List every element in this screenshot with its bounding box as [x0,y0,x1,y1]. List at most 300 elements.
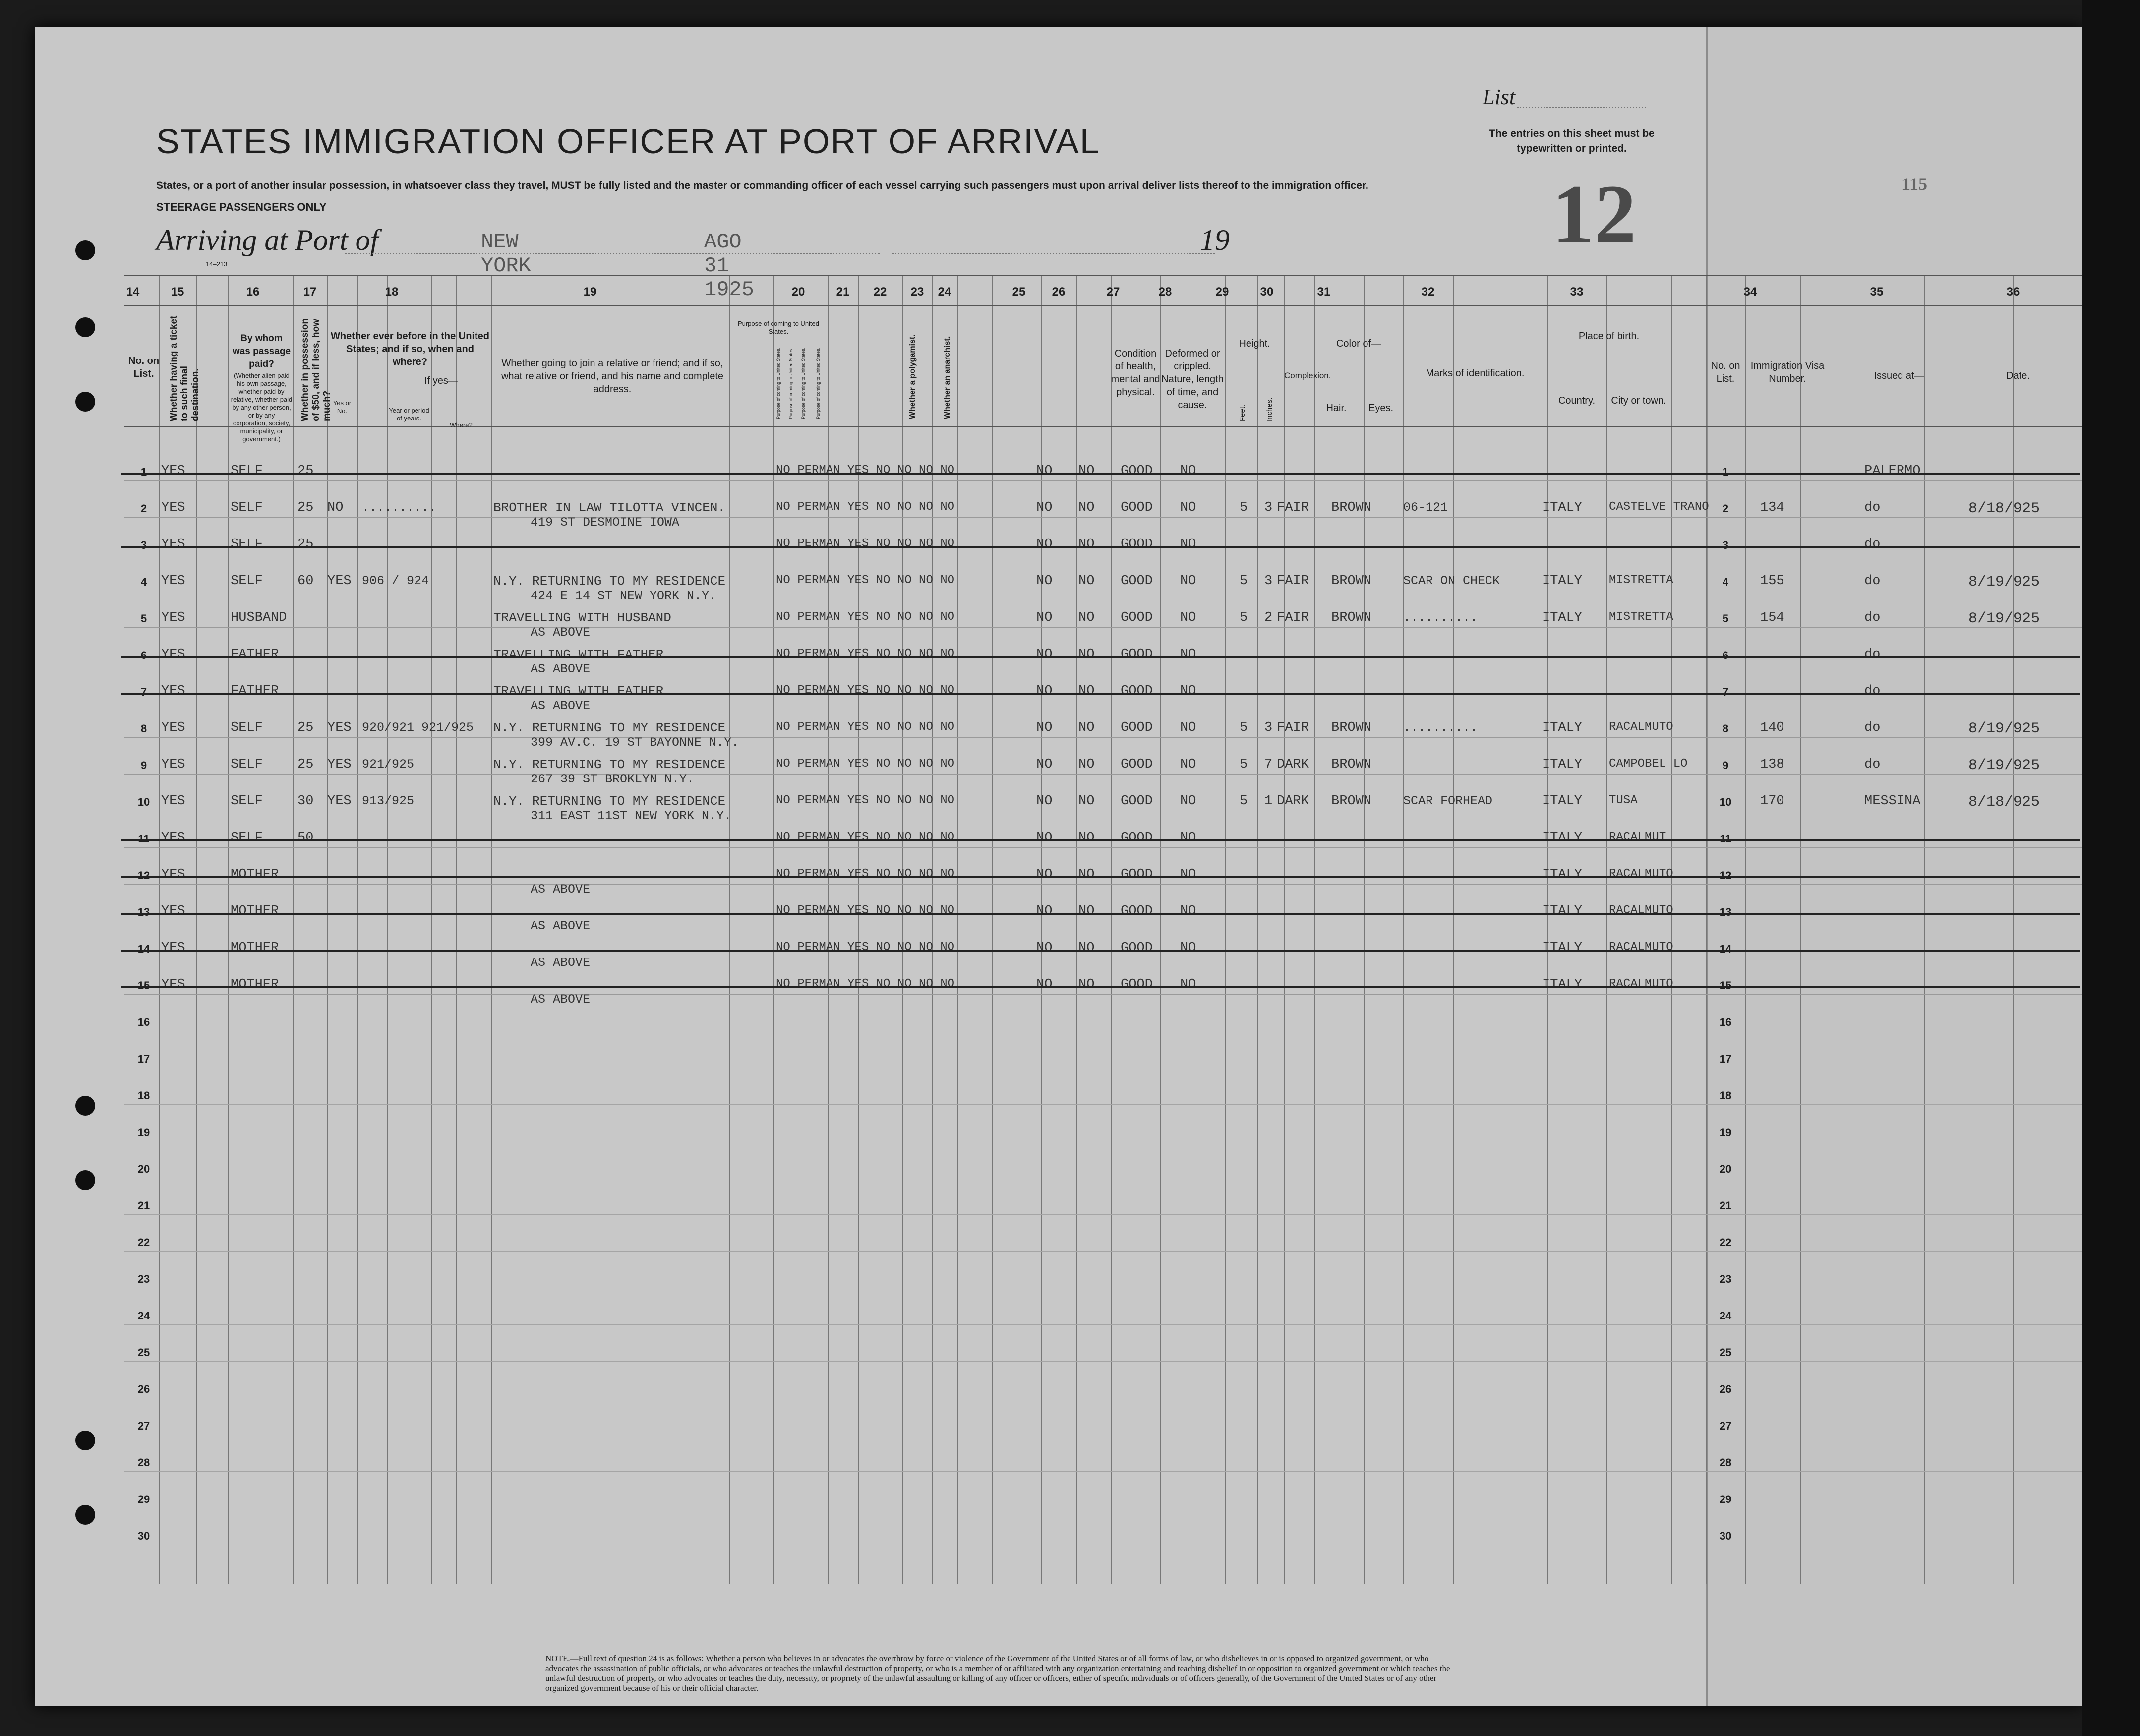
country-value: ITALY [1542,941,1583,956]
health-value: GOOD [1121,500,1153,515]
hair-value: BROWN [1331,757,1372,772]
row-rule [124,884,2082,885]
row-number: 21 [137,1199,150,1212]
passage-paid-value: MOTHER [231,977,279,992]
column-rule [491,275,492,1584]
passage-paid-value: FATHER [231,684,279,699]
column-number: 14 [126,285,140,299]
q26-value: NO [1078,574,1095,589]
row-number-right: 28 [1719,1456,1732,1469]
header-possession: Whether in possession of $50, and if less, how much? [300,318,332,421]
join-address-value: AS ABOVE [531,625,591,640]
issued-at-value: do [1864,500,1881,515]
feet-value: 5 [1240,610,1248,625]
column-number: 19 [583,285,597,299]
header-purpose: Purpose of coming to United States. [737,320,820,335]
row-number: 26 [137,1383,150,1395]
scan-edge [2082,0,2140,1736]
column-rule [431,275,432,1584]
q25-value: NO [1036,904,1053,919]
passage-paid-value: HUSBAND [231,610,287,625]
punch-hole [75,1170,95,1190]
row-rule [124,1251,2082,1252]
row-number: 3 [140,539,147,551]
join-address-value: AS ABOVE [531,882,591,897]
country-value: ITALY [1542,610,1583,625]
column-number: 20 [791,285,805,299]
column-rule [228,275,229,1584]
passage-paid-value: SELF [231,574,263,589]
steerage-label: STEERAGE PASSENGERS ONLY [156,201,327,213]
column-rule [357,275,358,1584]
city-value: RACALMUTO [1609,720,1673,734]
row-number-right: 15 [1719,979,1732,992]
money-value: 25 [297,720,314,735]
date-value: 8/18/925 [1968,500,2040,517]
column-rule [1606,275,1607,1584]
right-page [1706,27,2082,1706]
header-country: Country. [1558,395,1596,406]
header-place-of-birth: Place of birth. [1578,331,1640,342]
strike-through-line [121,913,2080,915]
city-value: RACALMUTO [1609,867,1673,881]
row-number: 24 [137,1310,150,1322]
header-issued-at: Issued at— [1874,370,1924,381]
header-date: Date. [2006,370,2030,381]
row-number: 25 [137,1346,150,1359]
column-rule [1453,275,1454,1584]
years-value: 920/921 921/925 [362,720,474,735]
header-feet: Feet. [1238,404,1247,421]
passage-paid-value: MOTHER [231,904,279,919]
row-number: 27 [137,1420,150,1432]
header-condition: Condition of health, mental and physical. [1111,348,1160,398]
health-value: GOOD [1121,904,1153,919]
port-name: NEW YORK [481,230,531,278]
marks-value: .......... [1403,610,1478,625]
arrival-date-stamp: AGO 31 1925 [704,230,754,301]
q25-value: NO [1036,794,1053,809]
header-eyes: Eyes. [1368,403,1394,414]
header-marks: Marks of identification. [1426,368,1525,379]
column-rule [1076,275,1077,1584]
complexion-value: FAIR [1277,574,1309,589]
health-value: GOOD [1121,757,1153,772]
form-code: 14–213 [206,260,228,268]
column-number: 17 [303,285,317,299]
column-rule [1111,275,1112,1584]
row-number: 20 [137,1163,150,1175]
column-rule [1403,275,1404,1584]
punch-hole [75,240,95,260]
marks-value: SCAR ON CHECK [1403,574,1500,588]
join-relative-value: TRAVELLING WITH FATHER [493,647,664,662]
column-number: 16 [246,285,260,299]
header-ticket: Whether having a ticket to such final destination. [169,315,201,421]
health-value: GOOD [1121,941,1153,956]
date-value: 8/19/925 [1968,720,2040,737]
header-deformed: Deformed or crippled. Nature, length of time, and cause. [1161,348,1224,411]
inches-value: 2 [1264,610,1273,625]
strike-through-line [121,986,2080,988]
passage-paid-value: MOTHER [231,867,279,882]
header-yes-no: Yes or No. [333,399,352,415]
money-value: 25 [297,464,314,479]
q26-value: NO [1078,720,1095,735]
sheet-number: 12 [1552,168,1636,261]
row-number: 15 [137,979,150,992]
column-number: 33 [1570,285,1584,299]
row-rule [124,627,2082,628]
purpose-values: NO PERMAN YES NO NO NO NO [776,464,955,477]
page-number: 115 [1902,174,1928,194]
date-value: 8/19/925 [1968,757,2040,774]
row-rule [124,1361,2082,1362]
inches-value: 3 [1264,500,1273,515]
passage-paid-value: SELF [231,720,263,735]
q26-value: NO [1078,647,1095,662]
purpose-subheader: Purpose of coming to United States. [776,347,781,419]
q25-value: NO [1036,610,1053,625]
country-value: ITALY [1542,574,1583,589]
column-rule [1160,275,1161,1584]
complexion-value: FAIR [1277,610,1309,625]
header-bottom-rule [124,426,2082,427]
visa-value: 154 [1760,610,1784,625]
inches-value: 3 [1264,720,1273,735]
country-value: ITALY [1542,831,1583,845]
deformed-value: NO [1180,647,1196,662]
column-rule [1364,275,1365,1584]
health-value: GOOD [1121,831,1153,845]
complexion-value: DARK [1277,757,1309,772]
join-address-value: AS ABOVE [531,956,591,970]
deformed-value: NO [1180,464,1196,479]
header-inches: Inches. [1265,397,1274,421]
strike-through-line [121,839,2080,841]
feet-value: 5 [1240,794,1248,809]
ticket-value: YES [161,941,185,956]
row-number-right: 25 [1719,1346,1732,1359]
q25-value: NO [1036,647,1053,662]
column-number: 15 [171,285,184,299]
date-value: 8/18/925 [1968,794,2040,811]
column-number: 23 [910,285,924,299]
column-rule [773,275,774,1584]
q25-value: NO [1036,574,1053,589]
manifest-sheet [35,27,2082,1706]
row-number-right: 4 [1722,576,1729,588]
row-rule [124,774,2082,775]
header-passage-note: (Whether alien paid his own passage, whether paid by relative, whether paid by any other person, or by any corporation, society, municipality, or government.) [231,372,293,443]
issued-at-value: do [1864,610,1881,625]
deformed-value: NO [1180,757,1196,772]
health-value: GOOD [1121,794,1153,809]
city-value: CAMPOBEL LO [1609,757,1688,771]
passage-paid-value: SELF [231,757,263,772]
ticket-value: YES [161,610,185,625]
ticket-value: YES [161,574,185,589]
issued-at-value: MESSINA [1864,794,1921,809]
health-value: GOOD [1121,684,1153,699]
row-number-right: 5 [1722,612,1729,625]
deformed-value: NO [1180,574,1196,589]
join-relative-value: TRAVELLING WITH HUSBAND [493,610,671,625]
row-number-right: 11 [1720,833,1731,845]
hair-value: BROWN [1331,610,1372,625]
years-value: 906 / 924 [362,574,429,588]
row-number: 13 [137,906,150,918]
passage-paid-value: SELF [231,464,263,479]
hair-value: BROWN [1331,500,1372,515]
q25-value: NO [1036,500,1053,515]
purpose-values: NO PERMAN YES NO NO NO NO [776,904,955,917]
issued-at-value: do [1864,574,1881,589]
deformed-value: NO [1180,941,1196,956]
purpose-values: NO PERMAN YES NO NO NO NO [776,500,955,514]
health-value: GOOD [1121,574,1153,589]
header-hair: Hair. [1326,403,1347,414]
visa-value: 170 [1760,794,1784,809]
column-number: 18 [385,285,399,299]
row-number: 10 [137,796,150,808]
row-number-right: 14 [1719,943,1732,955]
visa-value: 140 [1760,720,1784,735]
deformed-value: NO [1180,831,1196,845]
column-number: 35 [1870,285,1884,299]
row-number: 1 [140,466,147,478]
complexion-value: FAIR [1277,500,1309,515]
city-value: RACALMUTO [1609,941,1673,954]
country-value: ITALY [1542,867,1583,882]
footnote: NOTE.—Full text of question 24 is as follows: Whether a person who believes in or advocates the overthrow by force or violence of the Government of the United States or of all forms of law, or who disbelieves in or is opposed to organized government, or who advocates the assassination of public officials, or who advocates or teaches the unlawful destruction of property, or who is a member of or affiliated with any organization entertaining and teaching disbelief in or opposition to organized government or which teaches the unlawful destruction of property, or who advocates or teaches the duty, necessity, or propriety of the unlawful assaulting or killing of any officer or officers, either of specific individuals or of officers generally, of the Government of the United States or of any other organized government because of his or their official character. [545,1654,1450,1693]
column-number: 30 [1260,285,1274,299]
page-title: STATES IMMIGRATION OFFICER AT PORT OF ARRIVAL [156,122,1100,161]
visa-value: 134 [1760,500,1784,515]
country-value: ITALY [1542,720,1583,735]
column-rule [992,275,993,1584]
row-number: 22 [137,1236,150,1249]
column-rule [1257,275,1258,1584]
row-number: 28 [137,1456,150,1469]
header-top-rule [124,275,2082,276]
row-number: 23 [137,1273,150,1285]
column-rule [1800,275,1801,1584]
join-relative-value: N.Y. RETURNING TO MY RESIDENCE [493,757,726,772]
q25-value: NO [1036,684,1053,699]
row-number-right: 16 [1719,1016,1732,1028]
row-number-right: 8 [1722,722,1729,735]
row-number: 19 [137,1126,150,1138]
purpose-subheader: Purpose of coming to United States. [816,347,821,419]
purpose-subheader: Purpose of coming to United States. [788,347,793,419]
join-relative-value: N.Y. RETURNING TO MY RESIDENCE [493,574,726,589]
money-value: 25 [297,537,314,552]
city-value: MISTRETTA [1609,610,1673,624]
list-line [1517,107,1646,108]
row-number: 18 [137,1089,150,1102]
ticket-value: YES [161,464,185,479]
city-value: MISTRETTA [1609,574,1673,587]
date-value: 8/19/925 [1968,610,2040,627]
q25-value: NO [1036,537,1053,552]
money-value: 50 [297,831,314,845]
row-rule [124,737,2082,738]
row-number-right: 29 [1719,1493,1732,1505]
q26-value: NO [1078,977,1095,992]
column-number: 28 [1158,285,1172,299]
row-number: 30 [137,1530,150,1542]
header-no-on-list: No. on List. [128,356,160,379]
purpose-values: NO PERMAN YES NO NO NO NO [776,720,955,734]
row-number: 5 [140,612,147,625]
header-no-on-list-right: No. on List. [1711,360,1740,384]
header-if-yes: If yes— [424,375,458,386]
column-rule [1284,275,1285,1584]
column-rule [456,275,457,1584]
row-rule [124,1324,2082,1325]
ticket-value: YES [161,794,185,809]
q25-value: NO [1036,831,1053,845]
row-number-right: 19 [1719,1126,1732,1138]
column-rule [1706,275,1707,1584]
header-city: City or town. [1611,395,1666,406]
row-rule [124,1214,2082,1215]
hair-value: BROWN [1331,794,1372,809]
deformed-value: NO [1180,794,1196,809]
row-number-right: 22 [1719,1236,1732,1249]
country-value: ITALY [1542,794,1583,809]
strike-through-line [121,656,2080,658]
date-value: 8/19/925 [1968,574,2040,591]
ticket-value: YES [161,500,185,515]
deformed-value: NO [1180,684,1196,699]
column-rule [387,275,388,1584]
column-number: 25 [1012,285,1026,299]
row-number-right: 23 [1719,1273,1732,1285]
row-number-right: 17 [1719,1053,1732,1065]
ticket-value: YES [161,757,185,772]
row-number-right: 26 [1719,1383,1732,1395]
passage-paid-value: SELF [231,831,263,845]
ever-before-value: YES [327,720,352,735]
typewritten-note: The entries on this sheet must be typewritten or printed. [1489,128,1655,154]
deformed-value: NO [1180,500,1196,515]
deformed-value: NO [1180,537,1196,552]
column-rule [196,275,197,1584]
row-number: 16 [137,1016,150,1028]
column-number: 36 [2006,285,2020,299]
money-value: 60 [297,574,314,589]
join-relative-value: TRAVELLING WITH FATHER [493,684,664,699]
row-number-right: 27 [1719,1420,1732,1432]
money-value: 25 [297,500,314,515]
join-address-value: AS ABOVE [531,662,591,676]
q26-value: NO [1078,794,1095,809]
feet-value: 5 [1240,500,1248,515]
purpose-values: NO PERMAN YES NO NO NO NO [776,794,955,807]
ticket-value: YES [161,831,185,845]
q26-value: NO [1078,757,1095,772]
column-number: 29 [1215,285,1229,299]
ticket-value: YES [161,977,185,992]
passage-paid-value: FATHER [231,647,279,662]
deformed-value: NO [1180,904,1196,919]
column-rule [327,275,328,1584]
column-number: 31 [1317,285,1331,299]
health-value: GOOD [1121,977,1153,992]
passage-paid-value: SELF [231,794,263,809]
money-value: 30 [297,794,314,809]
column-number: 26 [1052,285,1066,299]
q25-value: NO [1036,757,1053,772]
row-rule [124,1104,2082,1105]
purpose-values: NO PERMAN YES NO NO NO NO [776,977,955,991]
column-rule [159,275,160,1584]
ever-before-value: YES [327,794,352,809]
issued-at-value: do [1864,647,1881,662]
deformed-value: NO [1180,867,1196,882]
row-number-right: 18 [1719,1089,1732,1102]
q26-value: NO [1078,537,1095,552]
health-value: GOOD [1121,867,1153,882]
row-number-right: 1 [1722,466,1729,478]
list-label: List [1483,85,1516,109]
q25-value: NO [1036,941,1053,956]
inches-value: 3 [1264,574,1273,589]
complexion-value: FAIR [1277,720,1309,735]
q25-value: NO [1036,867,1053,882]
purpose-values: NO PERMAN YES NO NO NO NO [776,757,955,771]
arriving-label: Arriving at Port of [156,224,379,256]
column-rule [1225,275,1226,1584]
row-number: 2 [140,502,147,515]
city-value: TUSA [1609,794,1638,807]
health-value: GOOD [1121,464,1153,479]
row-rule [124,480,2082,481]
header-height: Height. [1239,338,1270,349]
inches-value: 7 [1264,757,1273,772]
q26-value: NO [1078,904,1095,919]
header-anarchist: Whether an anarchist. [943,336,951,419]
visa-value: 138 [1760,757,1784,772]
row-number: 12 [137,869,150,882]
column-rule [1671,275,1672,1584]
row-number-right: 10 [1719,796,1732,808]
issued-at-value: do [1864,757,1881,772]
year-prefix: 19 [1200,224,1230,256]
ever-before-value: NO [327,500,344,515]
city-value: CASTELVE TRANO [1609,500,1709,514]
health-value: GOOD [1121,720,1153,735]
join-address-value: AS ABOVE [531,699,591,713]
country-value: ITALY [1542,904,1583,919]
row-number: 6 [140,649,147,661]
q26-value: NO [1078,500,1095,515]
header-year-period: Year or period of years. [389,407,429,422]
q26-value: NO [1078,684,1095,699]
purpose-values: NO PERMAN YES NO NO NO NO [776,537,955,550]
header-join-relative: Whether going to join a relative or friend; and if so, what relative or friend, and his name and complete address. [501,358,724,395]
q25-value: NO [1036,464,1053,479]
row-number-right: 2 [1722,502,1729,515]
join-address-value: AS ABOVE [531,919,591,933]
punch-hole [75,1505,95,1525]
row-number: 11 [138,833,150,845]
row-number-right: 24 [1719,1310,1732,1322]
country-value: ITALY [1542,977,1583,992]
page-subtitle: States, or a port of another insular possession, in whatsoever class they travel, MUST be fully listed and the master or commanding officer of each vessel carrying such passengers must upon arrival deliver lists thereof to the immigration officer. [156,180,1368,191]
